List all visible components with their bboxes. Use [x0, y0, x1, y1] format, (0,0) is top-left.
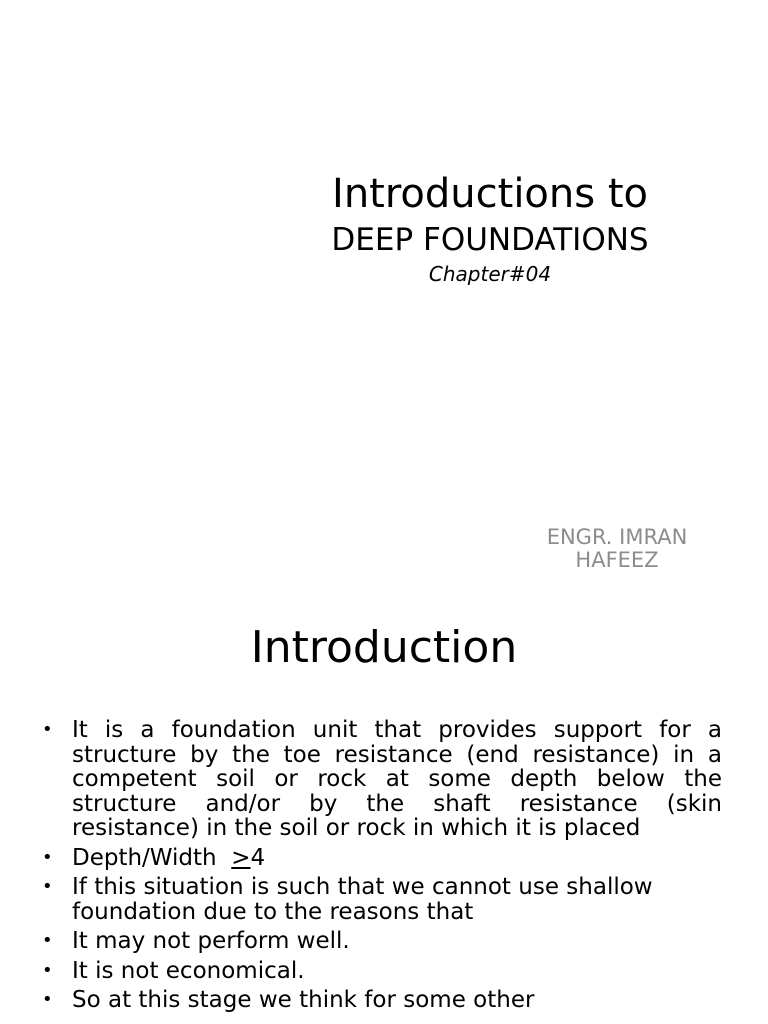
bullet-icon: •	[42, 719, 53, 740]
ratio-value: 4	[250, 844, 266, 871]
content-slide	[0, 576, 768, 1024]
bullet-item	[42, 846, 722, 871]
slide-title: Introductions to	[332, 171, 648, 217]
bullet-item	[42, 718, 722, 841]
bullet-item	[42, 929, 722, 954]
ratio-label: Depth/Width	[72, 844, 217, 871]
bullet-item	[42, 959, 722, 984]
author-name	[520, 526, 714, 572]
chapter-label: Chapter#04	[428, 262, 552, 286]
bullet-icon: •	[42, 959, 53, 981]
greater-equal-symbol: >	[231, 844, 251, 871]
bullet-item	[42, 988, 722, 1013]
slide-subtitle: DEEP FOUNDATIONS	[331, 222, 649, 258]
author-line-1: ENGR. IMRAN	[546, 525, 688, 549]
bullet-icon: •	[42, 876, 53, 897]
bullet-icon: •	[42, 989, 53, 1010]
bullet-text: It may not perform well.	[72, 928, 350, 954]
bullet-list	[42, 718, 722, 1018]
bullet-text: So at this stage we think for some other	[72, 987, 535, 1013]
bullet-item	[42, 875, 722, 924]
bullet-text	[72, 846, 722, 871]
section-heading: Introduction	[250, 622, 518, 673]
author-line-2: HAFEEZ	[575, 548, 659, 572]
bullet-icon: •	[42, 846, 53, 868]
bullet-text: It is not economical.	[72, 957, 305, 984]
title-block	[290, 168, 690, 288]
bullet-icon: •	[42, 930, 53, 951]
bullet-text: It is a foundation unit that provides support for a structure by the toe resistance (end resistance) in a competent soil or rock at some depth below the structure and/or by the shaft resistance (skin resistance) in the soil or rock in which it is placed	[72, 717, 722, 841]
bullet-text: If this situation is such that we cannot use shallow foundation due to the reasons that	[72, 874, 653, 925]
